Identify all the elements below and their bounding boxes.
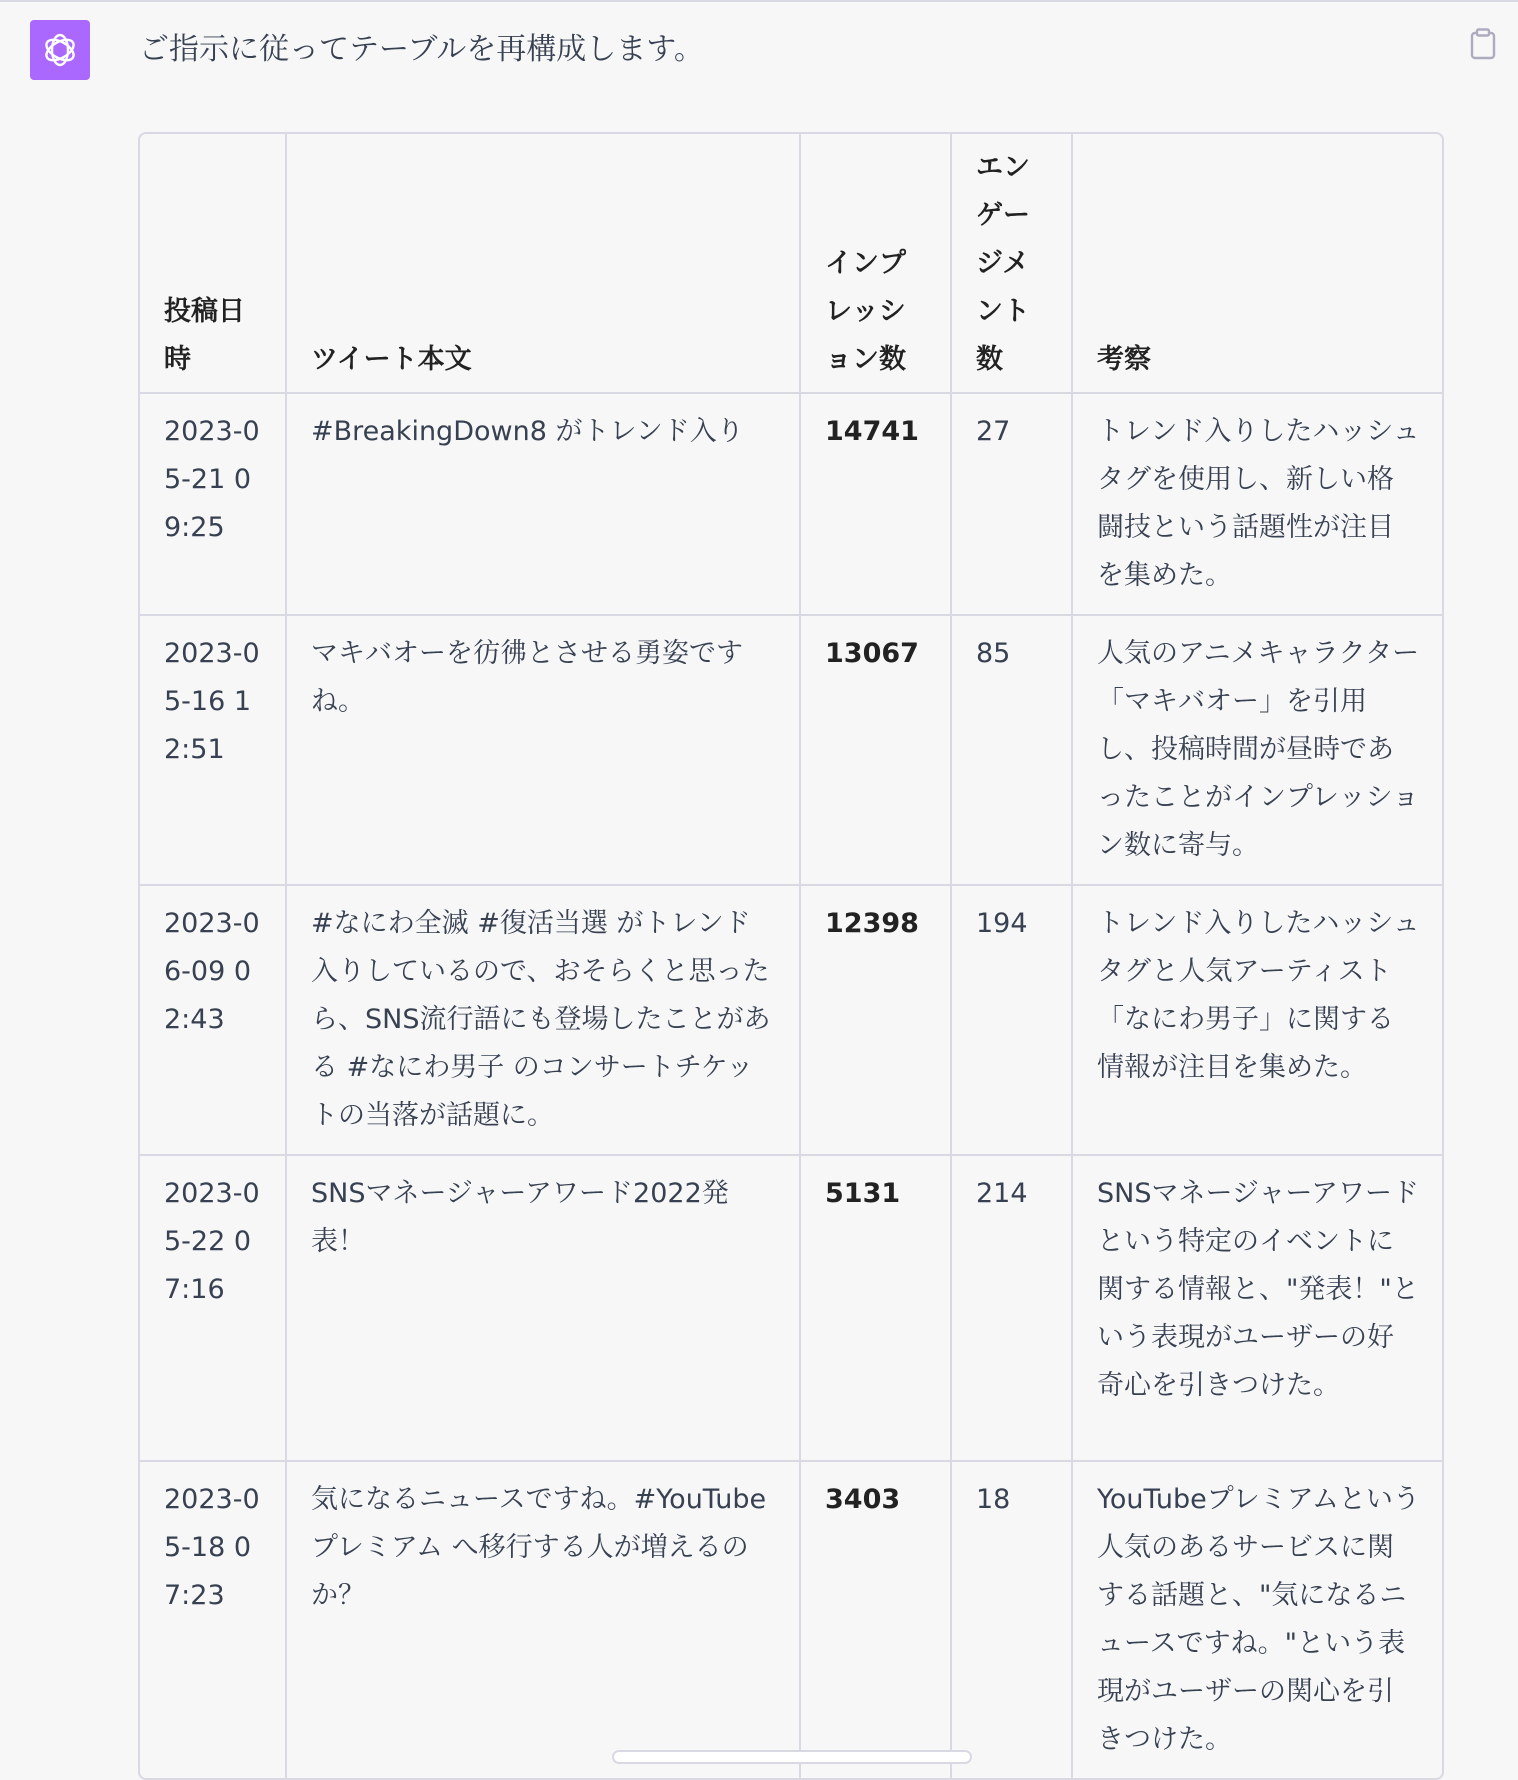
cell-tweet: #なにわ全滅 #復活当選 がトレンド入りしているので、おそらくと思ったら、SNS流行語にも登場したことがある #なにわ男子 のコンサートチケットの当落が話題に。 [286,885,800,1155]
table-row [140,885,1442,1155]
assistant-message-text: ご指示に従ってテーブルを再構成します。 [139,32,704,67]
cell-impressions: 3403 [800,1461,951,1778]
cell-tweet: SNSマネージャーアワード2022発表！ [286,1155,800,1461]
cell-date: 2023-05-21 09:25 [140,393,286,615]
analysis-table [140,134,1442,1778]
table-row [140,1461,1442,1778]
header-impressions: インプレッション数 [800,134,951,393]
table-row [140,1155,1442,1461]
cell-engagements: 194 [951,885,1072,1155]
header-insight: 考察 [1072,134,1442,393]
table-row [140,615,1442,885]
header-tweet-body: ツイート本文 [286,134,800,393]
cell-engagements: 27 [951,393,1072,615]
cell-tweet: 気になるニュースですね。#YouTubeプレミアム へ移行する人が増えるのか？ [286,1461,800,1778]
cell-insight: 人気のアニメキャラクター「マキバオー」を引用し、投稿時間が昼時であったことがインプレッション数に寄与。 [1072,615,1442,885]
cell-insight: トレンド入りしたハッシュタグを使用し、新しい格闘技という話題性が注目を集めた。 [1072,393,1442,615]
cell-impressions: 12398 [800,885,951,1155]
cell-date: 2023-05-18 07:23 [140,1461,286,1778]
cell-date: 2023-06-09 02:43 [140,885,286,1155]
cell-insight: YouTubeプレミアムという人気のあるサービスに関する話題と、"気になるニュースですね。"という表現がユーザーの関心を引きつけた。 [1097,1484,1420,1755]
cell-impressions: 5131 [800,1155,951,1461]
cell-engagements: 85 [951,615,1072,885]
regenerate-button-edge[interactable] [612,1750,972,1764]
header-post-datetime: 投稿日時 [140,134,286,393]
cell-date: 2023-05-22 07:16 [140,1155,286,1461]
cell-engagements: 18 [951,1461,1072,1778]
cell-tweet: #BreakingDown8 がトレンド入り [286,393,800,615]
table-header-row [140,134,1442,393]
openai-logo-icon [39,29,81,71]
cell-impressions: 14741 [800,393,951,615]
top-divider [0,0,1518,2]
assistant-avatar [30,20,90,80]
table-row [140,393,1442,615]
cell-insight: SNSマネージャーアワードという特定のイベントに関する情報と、"発表！"という表現がユーザーの好奇心を引きつけた。 [1072,1155,1442,1461]
cell-impressions: 13067 [800,615,951,885]
copy-button[interactable] [1466,26,1500,62]
header-engagements: エンゲージメント数 [951,134,1072,393]
cell-insight: トレンド入りしたハッシュタグと人気アーティスト「なにわ男子」に関する情報が注目を集めた。 [1072,885,1442,1155]
cell-engagements: 214 [951,1155,1072,1461]
analysis-table-container [138,132,1444,1780]
cell-tweet: マキバオーを彷彿とさせる勇姿ですね。 [286,615,800,885]
cell-date: 2023-05-16 12:51 [140,615,286,885]
clipboard-icon [1469,28,1497,60]
